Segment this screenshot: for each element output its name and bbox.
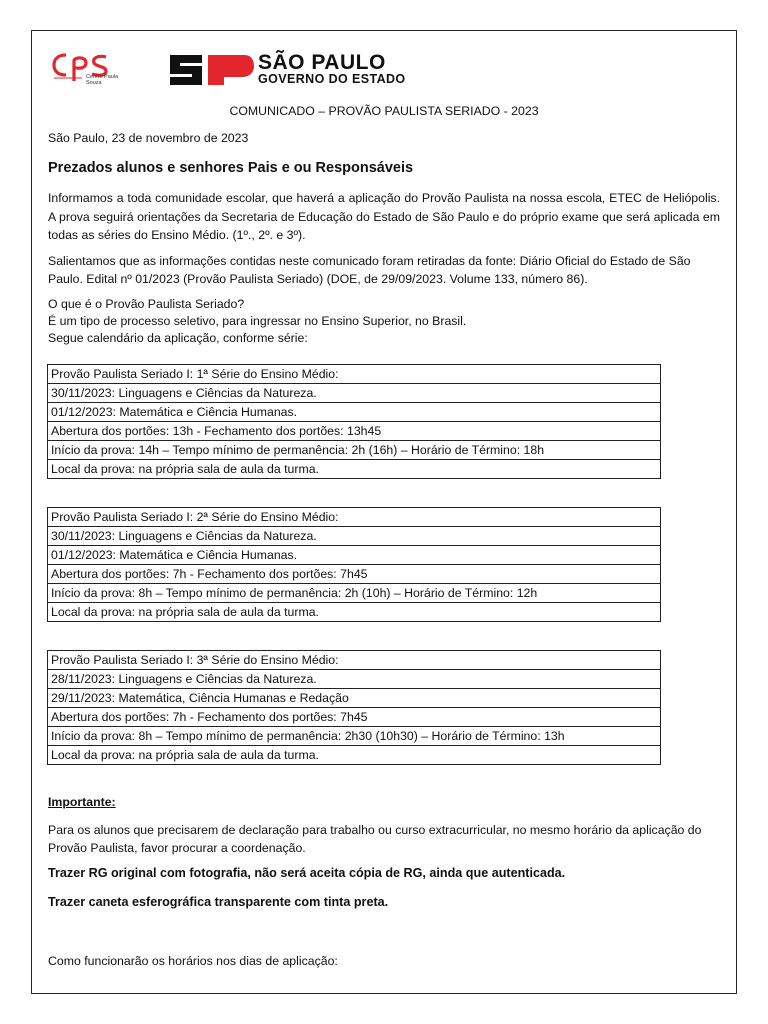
table-cell: Início da prova: 8h – Tempo mínimo de permanência: 2h (10h) – Horário de Término: 12h: [48, 584, 661, 603]
table-cell: Local da prova: na própria sala de aula da turma.: [48, 746, 661, 765]
table-cell: Provão Paulista Seriado I: 3ª Série do Ensino Médio:: [48, 651, 661, 670]
table-row: [48, 422, 661, 441]
paragraph-intro: Informamos a toda comunidade escolar, que haverá a aplicação do Provão Paulista na nossa escola, ETEC de Heliópolis. A prova seguirá orientações da Secretaria de Educação do Estado de São Paulo e do próprio exame que será aplicada em todas as séries do Ensino Médio. (1º., 2º. e 3º).: [48, 191, 720, 242]
logo-bar: [52, 51, 452, 91]
important-heading: Importante:: [48, 795, 116, 809]
table-cell: Local da prova: na própria sala de aula da turma.: [48, 460, 661, 479]
table-cell: Início da prova: 14h – Tempo mínimo de permanência: 2h (16h) – Horário de Término: 18h: [48, 441, 661, 460]
question-line: O que é o Provão Paulista Seriado?: [48, 297, 245, 311]
table-row: [48, 708, 661, 727]
table-cell: 01/12/2023: Matemática e Ciência Humanas.: [48, 403, 661, 422]
paragraph-source: Salientamos que as informações contidas neste comunicado foram retiradas da fonte: Diário Oficial do Estado de São Paulo. Edital nº 01/2023 (Provão Paulista Seriado) (DOE, de 29/09/2023. Volume 133, número 86).: [48, 254, 691, 286]
sp-title: SÃO PAULO: [258, 51, 386, 74]
salutation: Prezados alunos e senhores Pais e ou Responsáveis: [48, 160, 414, 176]
table-cell: 28/11/2023: Linguagens e Ciências da Natureza.: [48, 670, 661, 689]
document-title: COMUNICADO – PROVÃO PAULISTA SERIADO - 2023: [229, 104, 539, 118]
sp-mark-icon: [166, 53, 256, 87]
table-row: [48, 651, 661, 670]
schedule-footer-line: Como funcionarão os horários nos dias de aplicação:: [48, 954, 338, 968]
document-date: São Paulo, 23 de novembro de 2023: [48, 131, 249, 145]
table-row: [48, 460, 661, 479]
table-row: [48, 727, 661, 746]
calendar-intro: Segue calendário da aplicação, conforme série:: [48, 331, 308, 345]
table-cell: Provão Paulista Seriado I: 2ª Série do Ensino Médio:: [48, 508, 661, 527]
table-row: [48, 565, 661, 584]
rg-notice: Trazer RG original com fotografia, não será aceita cópia de RG, ainda que autenticada.: [48, 866, 566, 880]
sao-paulo-logo: [166, 53, 436, 87]
answer-line: É um tipo de processo seletivo, para ingressar no Ensino Superior, no Brasil.: [48, 314, 467, 328]
table-cell: Abertura dos portões: 7h - Fechamento dos portões: 7h45: [48, 565, 661, 584]
pen-notice: Trazer caneta esferográfica transparente com tinta preta.: [48, 895, 389, 909]
table-row: [48, 689, 661, 708]
table-row: [48, 670, 661, 689]
table-cell: 30/11/2023: Linguagens e Ciências da Natureza.: [48, 384, 661, 403]
table-row: [48, 584, 661, 603]
table-cell: Início da prova: 8h – Tempo mínimo de permanência: 2h30 (10h30) – Horário de Término: 13h: [48, 727, 661, 746]
table-row: [48, 441, 661, 460]
table-cell: Abertura dos portões: 7h - Fechamento dos portões: 7h45: [48, 708, 661, 727]
table-cell: 01/12/2023: Matemática e Ciência Humanas.: [48, 546, 661, 565]
table-cell: Abertura dos portões: 13h - Fechamento dos portões: 13h45: [48, 422, 661, 441]
document-page: [31, 30, 737, 994]
table-cell: 29/11/2023: Matemática, Ciência Humanas e Redação: [48, 689, 661, 708]
important-text: Para os alunos que precisarem de declaração para trabalho ou curso extracurricular, no mesmo horário da aplicação do Provão Paulista, favor procurar a coordenação.: [48, 823, 702, 855]
schedule-table-2: [47, 507, 661, 622]
table-row: [48, 365, 661, 384]
table-row: [48, 603, 661, 622]
table-row: [48, 403, 661, 422]
schedule-table-1: [47, 364, 661, 479]
table-cell: Local da prova: na própria sala de aula da turma.: [48, 603, 661, 622]
table-row: [48, 527, 661, 546]
table-row: [48, 746, 661, 765]
cps-subtitle: Centro Paula Souza: [86, 74, 119, 86]
table-row: [48, 384, 661, 403]
sp-subtitle: GOVERNO DO ESTADO: [258, 72, 406, 86]
table-cell: Provão Paulista Seriado I: 1ª Série do Ensino Médio:: [48, 365, 661, 384]
table-row: [48, 508, 661, 527]
schedule-table-3: [47, 650, 661, 765]
table-row: [48, 546, 661, 565]
table-cell: 30/11/2023: Linguagens e Ciências da Natureza.: [48, 527, 661, 546]
